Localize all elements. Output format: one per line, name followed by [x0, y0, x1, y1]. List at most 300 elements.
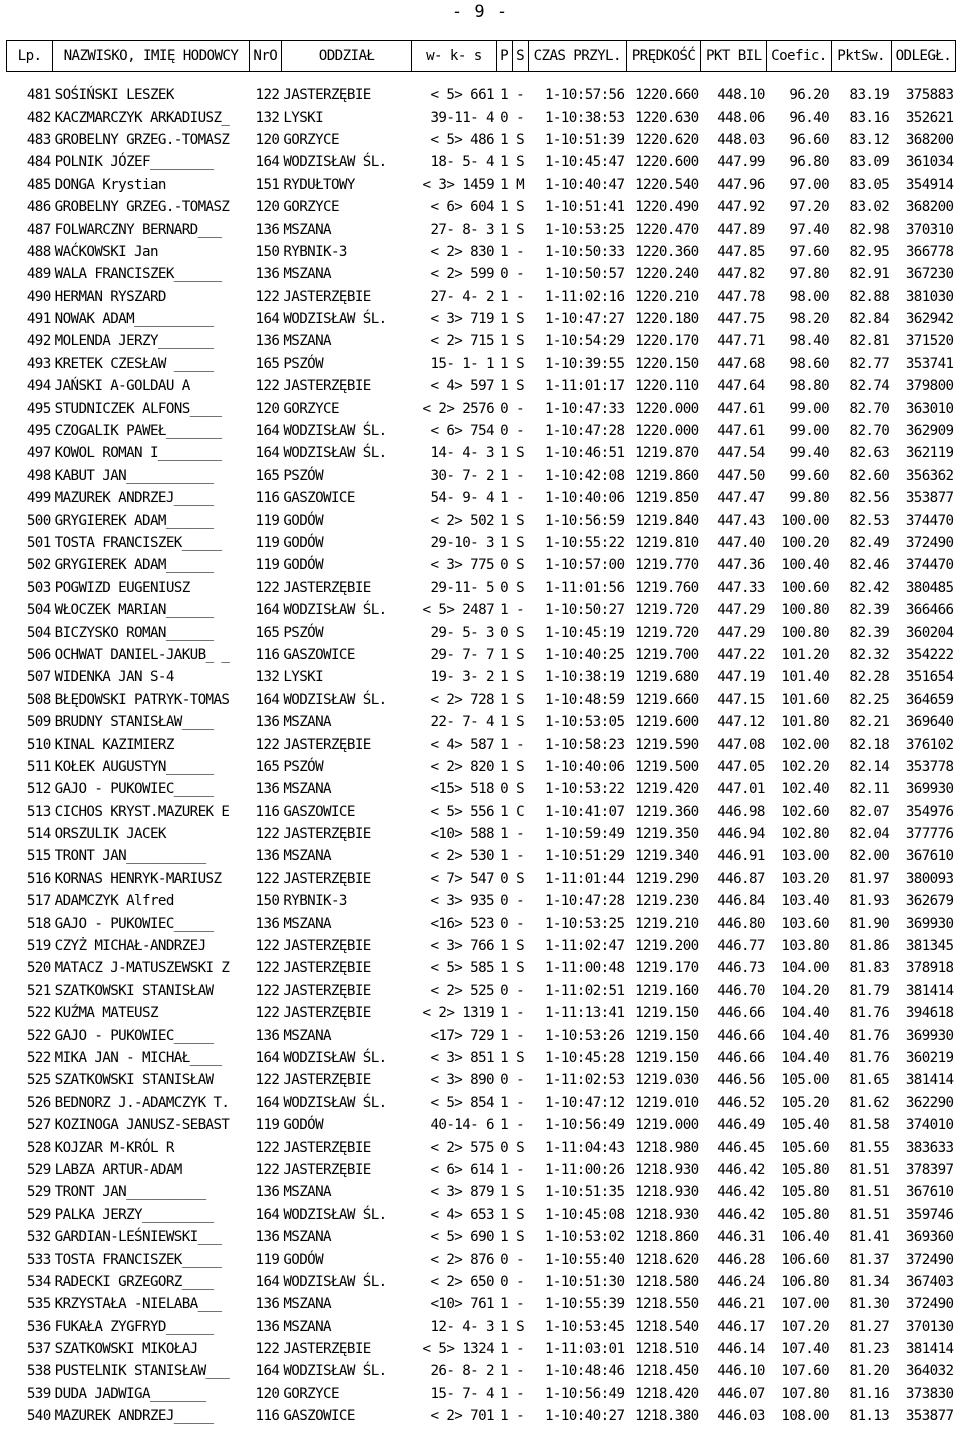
cell-points: 446.42	[717, 1206, 765, 1223]
cell-nro: 119	[255, 535, 280, 551]
cell-name: LABZA ARTUR-ADAM	[54, 1161, 182, 1178]
cell-wks: 30- 7- 2	[430, 467, 495, 484]
table-row	[7, 1204, 956, 1226]
cell-arrival-time: 1-10:56:49	[544, 1385, 625, 1402]
cell-distance: 380093	[905, 870, 954, 887]
cell-p: 0	[500, 109, 509, 126]
cell-points: 447.19	[717, 669, 765, 686]
cell-distance: 370310	[905, 221, 954, 238]
cell-branch: PSZÓW	[283, 467, 324, 484]
cell-arrival-time: 1-10:47:33	[544, 400, 625, 417]
cell-wks: < 3> 766	[430, 938, 495, 955]
table-row	[7, 912, 956, 934]
cell-s: -	[516, 1363, 525, 1380]
cell-distance: 374010	[905, 1117, 954, 1134]
table-row	[7, 1024, 956, 1046]
cell-nro: 122	[255, 378, 280, 395]
cell-wks: 27- 4- 2	[430, 288, 495, 305]
cell-speed: 1219.290	[635, 870, 699, 887]
cell-wks: < 2> 599	[430, 266, 495, 283]
cell-world-points: 81.13	[849, 1408, 890, 1425]
cell-lp: 512	[26, 781, 51, 798]
cell-wks: 22- 7- 4	[430, 714, 495, 731]
cell-wks: < 5> 854	[430, 1094, 495, 1111]
cell-lp: 486	[26, 199, 51, 216]
cell-name: CICHOS KRYST.MAZUREK E	[54, 803, 230, 820]
cell-points: 447.96	[717, 176, 765, 193]
cell-nro: 136	[255, 221, 280, 238]
cell-wks: < 2> 715	[430, 333, 495, 350]
cell-lp: 493	[26, 355, 51, 372]
cell-p: 1	[500, 535, 509, 551]
cell-wks: < 6> 604	[430, 199, 495, 216]
cell-coefficient: 105.60	[781, 1139, 830, 1156]
cell-name: KABUT JAN___________	[54, 467, 214, 484]
cell-distance: 372490	[905, 535, 954, 551]
cell-speed: 1220.170	[635, 333, 699, 350]
cell-points: 447.15	[717, 691, 765, 708]
cell-arrival-time: 1-11:01:56	[544, 579, 625, 596]
cell-world-points: 81.23	[849, 1341, 890, 1358]
cell-distance: 374470	[905, 557, 954, 574]
cell-nro: 122	[255, 938, 280, 955]
cell-s: -	[516, 848, 525, 865]
cell-wks: < 5> 690	[430, 1229, 495, 1246]
cell-distance: 380485	[905, 579, 954, 596]
cell-nro: 116	[255, 803, 280, 820]
cell-wks: < 5> 556	[430, 803, 495, 820]
cell-nro: 136	[255, 266, 280, 283]
header-row	[7, 41, 956, 72]
cell-points: 446.31	[717, 1229, 765, 1246]
table-row	[7, 1002, 956, 1024]
table-row	[7, 129, 956, 151]
cell-coefficient: 108.00	[781, 1408, 830, 1425]
cell-s: -	[516, 243, 525, 260]
cell-world-points: 81.90	[849, 915, 890, 932]
cell-wks: 12- 4- 3	[430, 1318, 495, 1335]
cell-speed: 1219.420	[635, 781, 699, 798]
table-row	[7, 1092, 956, 1114]
cell-s: S	[516, 535, 525, 551]
cell-name: BRUDNY STANISŁAW____	[54, 714, 214, 731]
cell-lp: 520	[26, 960, 51, 977]
cell-s: -	[516, 982, 525, 999]
cell-world-points: 82.91	[849, 266, 890, 283]
cell-wks: < 2> 876	[430, 1251, 495, 1268]
cell-nro: 136	[255, 1229, 280, 1246]
cell-p: 0	[500, 624, 509, 641]
table-row	[7, 1338, 956, 1360]
cell-nro: 119	[255, 1251, 280, 1268]
cell-nro: 136	[255, 915, 280, 932]
cell-distance: 381414	[905, 1072, 954, 1089]
table-row	[7, 666, 956, 688]
cell-speed: 1218.980	[635, 1139, 699, 1156]
cell-points: 446.66	[717, 1049, 765, 1066]
cell-p: 1	[500, 378, 509, 395]
cell-lp: 534	[26, 1273, 51, 1290]
table-row	[7, 621, 956, 643]
cell-distance: 376102	[905, 736, 954, 753]
cell-points: 446.42	[717, 1161, 765, 1178]
cell-points: 446.94	[717, 826, 765, 843]
cell-distance: 383633	[905, 1139, 954, 1156]
cell-wks: < 3> 879	[430, 1184, 495, 1201]
cell-coefficient: 103.20	[781, 870, 830, 887]
cell-branch: PSZÓW	[283, 624, 324, 641]
cell-arrival-time: 1-10:51:29	[544, 848, 625, 865]
cell-p: 0	[500, 1273, 509, 1290]
cell-coefficient: 97.00	[789, 176, 830, 193]
cell-name: PUSTELNIK STANISŁAW___	[54, 1363, 230, 1380]
cell-s: -	[516, 1251, 525, 1268]
cell-wks: 15- 1- 1	[430, 355, 495, 372]
cell-p: 1	[500, 1318, 509, 1335]
cell-s: -	[516, 736, 525, 753]
cell-speed: 1219.230	[635, 893, 699, 910]
cell-nro: 120	[255, 1385, 280, 1402]
cell-branch: GASZOWICE	[283, 803, 355, 820]
cell-p: 1	[500, 1206, 509, 1223]
cell-wks: < 3> 719	[430, 311, 495, 328]
cell-coefficient: 102.20	[781, 758, 830, 775]
cell-name: GAJO - PUKOWIEC_____	[54, 1027, 214, 1044]
cell-lp: 521	[26, 982, 51, 999]
cell-wks: 54- 9- 4	[430, 490, 495, 507]
cell-name: OCHWAT DANIEL-JAKUB_ _	[54, 646, 230, 663]
table-row	[7, 420, 956, 442]
cell-world-points: 82.74	[849, 378, 890, 395]
table-row	[7, 935, 956, 957]
cell-points: 447.08	[717, 736, 765, 753]
cell-s: S	[516, 870, 525, 887]
cell-wks: < 2> 525	[430, 982, 495, 999]
cell-s: S	[516, 669, 525, 686]
cell-wks: <10> 588	[430, 826, 495, 843]
cell-branch: MSZANA	[283, 1318, 331, 1335]
cell-s: S	[516, 445, 525, 462]
cell-world-points: 81.16	[849, 1385, 890, 1402]
cell-wks: <17> 729	[430, 1027, 495, 1044]
cell-speed: 1219.360	[635, 803, 699, 820]
cell-p: 1	[500, 1184, 509, 1201]
cell-coefficient: 98.40	[789, 333, 830, 350]
cell-points: 446.10	[717, 1363, 765, 1380]
cell-world-points: 82.39	[849, 602, 890, 619]
cell-world-points: 82.63	[849, 445, 890, 462]
cell-name: TOSTA FRANCISZEK_____	[54, 535, 222, 551]
table-row	[7, 1360, 956, 1382]
header-coefficient: Coefic.	[767, 41, 831, 72]
cell-s: S	[516, 131, 525, 148]
cell-arrival-time: 1-11:02:51	[544, 982, 625, 999]
cell-world-points: 82.25	[849, 691, 890, 708]
cell-points: 446.49	[717, 1117, 765, 1134]
cell-lp: 502	[26, 557, 51, 574]
cell-s: S	[516, 646, 525, 663]
cell-p: 0	[500, 557, 509, 574]
cell-speed: 1220.210	[635, 288, 699, 305]
cell-speed: 1219.200	[635, 938, 699, 955]
cell-nro: 120	[255, 199, 280, 216]
cell-name: CZYŻ MICHAŁ-ANDRZEJ	[54, 938, 206, 955]
cell-coefficient: 104.20	[781, 982, 830, 999]
table-row	[7, 1047, 956, 1069]
cell-lp: 539	[26, 1385, 51, 1402]
cell-points: 446.98	[717, 803, 765, 820]
cell-wks: < 2> 728	[430, 691, 495, 708]
cell-speed: 1219.770	[635, 557, 699, 574]
cell-branch: JASTERZĘBIE	[283, 870, 371, 887]
cell-distance: 394618	[905, 1005, 954, 1022]
cell-branch: JASTERZĘBIE	[283, 960, 371, 977]
cell-distance: 359746	[905, 1206, 954, 1223]
cell-distance: 353877	[905, 490, 954, 507]
cell-p: 1	[500, 1027, 509, 1044]
cell-lp: 504	[26, 602, 51, 619]
cell-s: S	[516, 557, 525, 574]
cell-arrival-time: 1-10:50:57	[544, 266, 625, 283]
cell-name: WAĆKOWSKI Jan	[54, 243, 158, 260]
cell-points: 447.40	[717, 535, 765, 551]
cell-wks: 14- 4- 3	[430, 445, 495, 462]
cell-coefficient: 98.80	[789, 378, 830, 395]
cell-arrival-time: 1-10:40:27	[544, 1408, 625, 1425]
cell-p: 1	[500, 803, 509, 820]
cell-nro: 122	[255, 288, 280, 305]
results-body	[7, 72, 956, 1428]
cell-p: 1	[500, 1094, 509, 1111]
cell-wks: <16> 523	[430, 915, 495, 932]
cell-coefficient: 102.60	[781, 803, 830, 820]
cell-arrival-time: 1-10:38:19	[544, 669, 625, 686]
cell-points: 447.61	[717, 400, 765, 417]
cell-arrival-time: 1-10:55:40	[544, 1251, 625, 1268]
cell-points: 447.43	[717, 512, 765, 529]
cell-nro: 164	[255, 311, 280, 328]
cell-points: 446.66	[717, 1005, 765, 1022]
cell-s: S	[516, 1184, 525, 1201]
table-row	[7, 218, 956, 240]
cell-distance: 362679	[905, 893, 954, 910]
cell-p: 1	[500, 333, 509, 350]
cell-arrival-time: 1-10:47:12	[544, 1094, 625, 1111]
cell-speed: 1220.660	[635, 87, 699, 104]
cell-speed: 1219.720	[635, 624, 699, 641]
cell-name: MIKA JAN - MICHAŁ____	[54, 1049, 222, 1066]
cell-nro: 164	[255, 154, 280, 171]
cell-arrival-time: 1-10:48:46	[544, 1363, 625, 1380]
cell-world-points: 82.56	[849, 490, 890, 507]
cell-nro: 150	[255, 893, 280, 910]
cell-coefficient: 101.80	[781, 714, 830, 731]
cell-points: 447.89	[717, 221, 765, 238]
cell-s: S	[516, 714, 525, 731]
cell-arrival-time: 1-10:50:33	[544, 243, 625, 260]
cell-p: 1	[500, 646, 509, 663]
cell-speed: 1219.870	[635, 445, 699, 462]
cell-coefficient: 103.00	[781, 848, 830, 865]
cell-points: 447.99	[717, 154, 765, 171]
cell-coefficient: 107.60	[781, 1363, 830, 1380]
cell-name: BEDNORZ J.-ADAMCZYK T.	[54, 1094, 230, 1111]
header-nro: NrO	[249, 41, 281, 72]
cell-arrival-time: 1-10:51:41	[544, 199, 625, 216]
cell-coefficient: 99.80	[789, 490, 830, 507]
header-points: PKT BIL	[701, 41, 767, 72]
header-s: S	[512, 41, 528, 72]
cell-distance: 368200	[905, 199, 954, 216]
table-row	[7, 375, 956, 397]
cell-branch: WODZISŁAW ŚL.	[283, 1273, 387, 1290]
cell-branch: GASZOWICE	[283, 490, 355, 507]
cell-name: RADECKI GRZEGORZ____	[54, 1273, 214, 1290]
cell-branch: MSZANA	[283, 781, 331, 798]
cell-arrival-time: 1-10:53:26	[544, 1027, 625, 1044]
cell-nro: 119	[255, 1117, 280, 1134]
cell-p: 1	[500, 938, 509, 955]
cell-points: 447.01	[717, 781, 765, 798]
cell-wks: < 6> 614	[430, 1161, 495, 1178]
cell-wks: <15> 518	[430, 781, 495, 798]
cell-branch: RYBNIK-3	[283, 893, 347, 910]
cell-coefficient: 106.80	[781, 1273, 830, 1290]
cell-lp: 516	[26, 870, 51, 887]
cell-lp: 532	[26, 1229, 51, 1246]
cell-speed: 1219.210	[635, 915, 699, 932]
cell-nro: 165	[255, 355, 280, 372]
cell-arrival-time: 1-11:13:41	[544, 1005, 625, 1022]
header-name: NAZWISKO, IMIĘ HODOWCY	[53, 41, 250, 72]
cell-branch: MSZANA	[283, 1184, 331, 1201]
cell-world-points: 82.84	[849, 311, 890, 328]
cell-lp: 500	[26, 512, 51, 529]
cell-nro: 122	[255, 579, 280, 596]
cell-world-points: 81.76	[849, 1027, 890, 1044]
cell-branch: GASZOWICE	[283, 1408, 355, 1425]
cell-distance: 381030	[905, 288, 954, 305]
cell-wks: < 2> 1319	[422, 1005, 495, 1022]
cell-s: S	[516, 199, 525, 216]
table-row	[7, 1315, 956, 1337]
cell-arrival-time: 1-10:53:25	[544, 915, 625, 932]
cell-points: 447.50	[717, 467, 765, 484]
cell-speed: 1218.420	[635, 1385, 699, 1402]
table-row	[7, 868, 956, 890]
table-row	[7, 577, 956, 599]
cell-name: GAJO - PUKOWIEC_____	[54, 915, 214, 932]
cell-points: 446.73	[717, 960, 765, 977]
cell-lp: 529	[26, 1184, 51, 1201]
cell-distance: 369930	[905, 915, 954, 932]
cell-points: 448.10	[717, 87, 765, 104]
cell-arrival-time: 1-10:53:02	[544, 1229, 625, 1246]
cell-s: -	[516, 1117, 525, 1134]
cell-points: 447.71	[717, 333, 765, 350]
header-lp: Lp.	[7, 41, 53, 72]
cell-points: 447.75	[717, 311, 765, 328]
cell-world-points: 81.86	[849, 938, 890, 955]
cell-points: 447.54	[717, 445, 765, 462]
cell-points: 446.84	[717, 893, 765, 910]
cell-nro: 119	[255, 512, 280, 529]
cell-points: 447.68	[717, 355, 765, 372]
cell-branch: MSZANA	[283, 266, 331, 283]
cell-world-points: 82.88	[849, 288, 890, 305]
cell-lp: 511	[26, 758, 51, 775]
cell-name: KACZMARCZYK ARKADIUSZ_	[54, 109, 230, 126]
cell-arrival-time: 1-10:40:25	[544, 646, 625, 663]
cell-name: KORNAS HENRYK-MARIUSZ	[54, 870, 222, 887]
cell-speed: 1218.380	[635, 1408, 699, 1425]
cell-wks: < 2> 575	[430, 1139, 495, 1156]
cell-lp: 529	[26, 1161, 51, 1178]
cell-s: S	[516, 378, 525, 395]
cell-speed: 1219.150	[635, 1027, 699, 1044]
cell-nro: 122	[255, 1161, 280, 1178]
cell-coefficient: 105.20	[781, 1094, 830, 1111]
cell-p: 0	[500, 1251, 509, 1268]
cell-nro: 122	[255, 1072, 280, 1089]
cell-coefficient: 102.40	[781, 781, 830, 798]
cell-nro: 136	[255, 781, 280, 798]
cell-wks: 18- 5- 4	[430, 154, 495, 171]
cell-coefficient: 101.60	[781, 691, 830, 708]
cell-coefficient: 107.40	[781, 1341, 830, 1358]
cell-lp: 501	[26, 535, 51, 551]
cell-wks: 29- 7- 7	[430, 646, 495, 663]
cell-world-points: 82.32	[849, 646, 890, 663]
cell-s: -	[516, 490, 525, 507]
cell-points: 448.06	[717, 109, 765, 126]
cell-world-points: 81.76	[849, 1005, 890, 1022]
cell-world-points: 82.77	[849, 355, 890, 372]
cell-nro: 164	[255, 1094, 280, 1111]
cell-arrival-time: 1-11:02:47	[544, 938, 625, 955]
cell-nro: 122	[255, 736, 280, 753]
cell-lp: 507	[26, 669, 51, 686]
cell-nro: 120	[255, 131, 280, 148]
cell-points: 446.70	[717, 982, 765, 999]
cell-distance: 363010	[905, 400, 954, 417]
table-row	[7, 957, 956, 979]
cell-coefficient: 106.40	[781, 1229, 830, 1246]
cell-coefficient: 102.00	[781, 736, 830, 753]
cell-arrival-time: 1-10:40:06	[544, 758, 625, 775]
cell-speed: 1219.150	[635, 1049, 699, 1066]
cell-distance: 353778	[905, 758, 954, 775]
cell-points: 446.56	[717, 1072, 765, 1089]
table-row	[7, 801, 956, 823]
cell-speed: 1220.240	[635, 266, 699, 283]
table-row	[7, 286, 956, 308]
cell-p: 1	[500, 1408, 509, 1425]
cell-coefficient: 105.00	[781, 1072, 830, 1089]
cell-world-points: 83.16	[849, 109, 890, 126]
cell-distance: 362942	[905, 311, 954, 328]
cell-s: M	[516, 176, 525, 193]
cell-points: 447.29	[717, 602, 765, 619]
cell-points: 446.28	[717, 1251, 765, 1268]
cell-arrival-time: 1-10:56:59	[544, 512, 625, 529]
cell-p: 1	[500, 758, 509, 775]
cell-name: KOWOL ROMAN I________	[54, 445, 222, 462]
cell-coefficient: 99.60	[789, 467, 830, 484]
table-row	[7, 84, 956, 106]
cell-arrival-time: 1-10:46:51	[544, 445, 625, 462]
cell-world-points: 82.81	[849, 333, 890, 350]
